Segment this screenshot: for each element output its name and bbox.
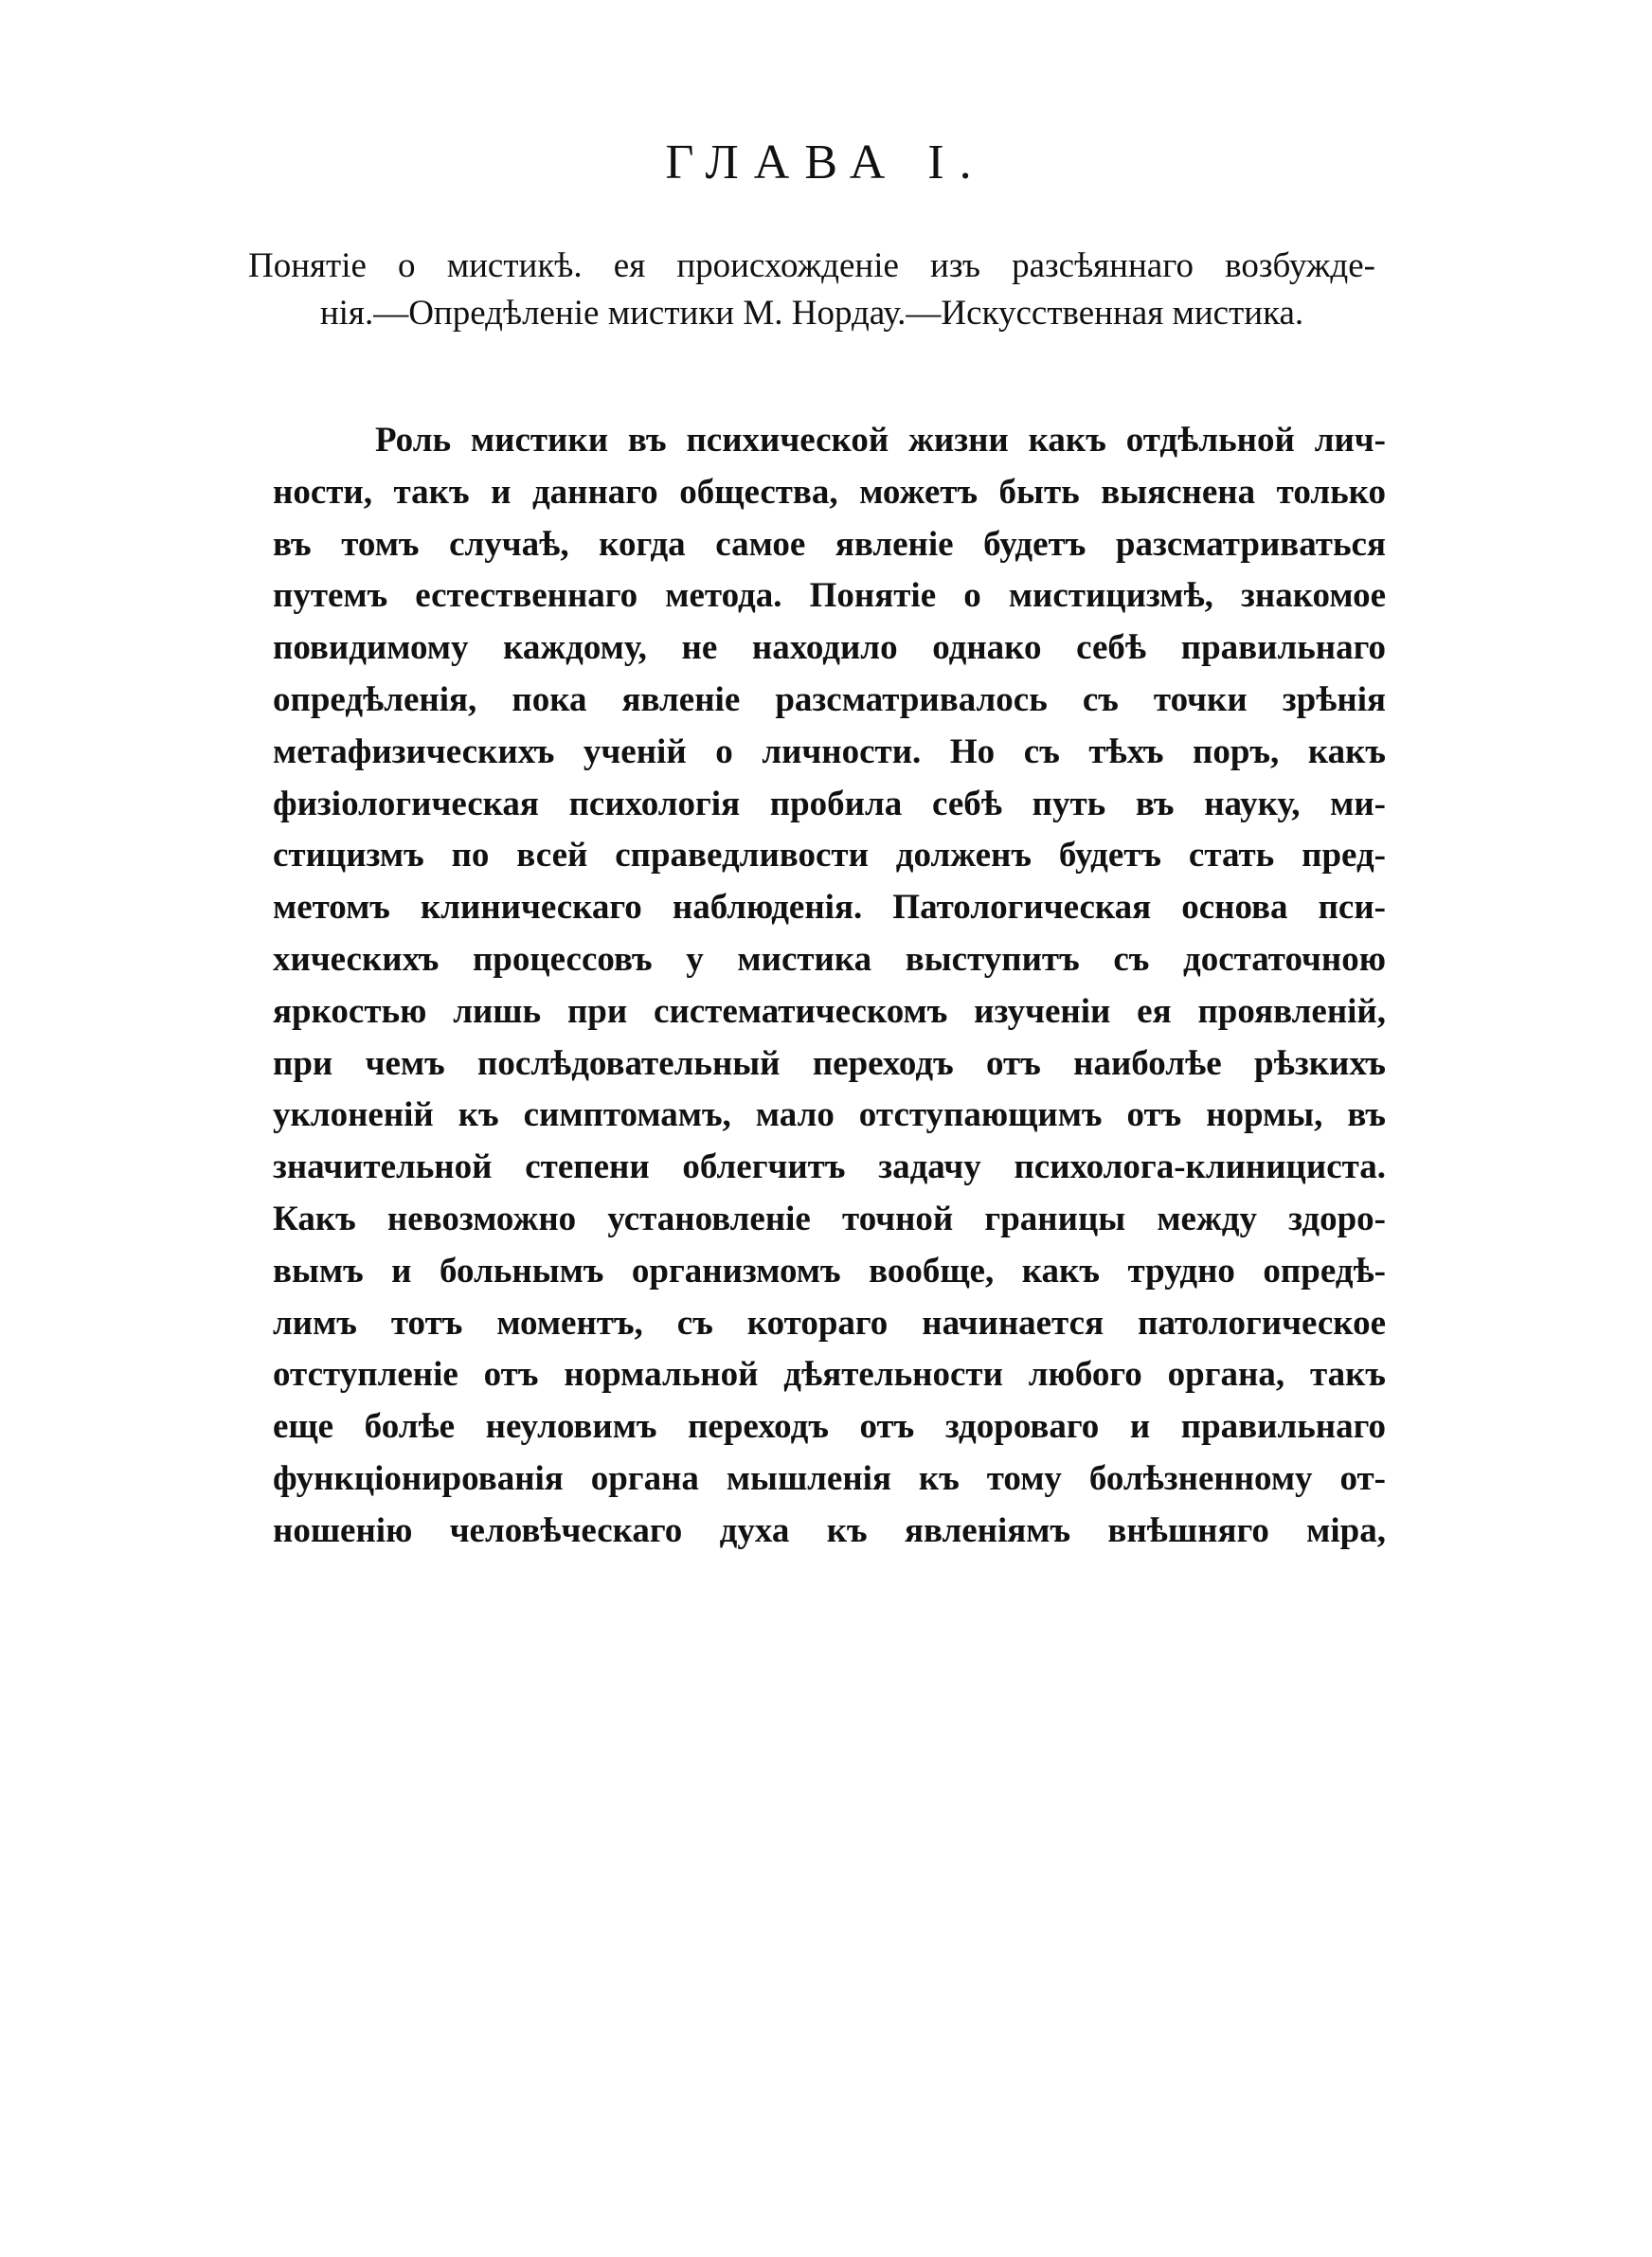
text-line: повидимому каждому, не находило однако себѣ правильнаго	[273, 628, 1386, 668]
text-line: Роль мистики въ психической жизни какъ отдѣльной лич-	[375, 421, 1386, 460]
text-line: яркостью лишь при систематическомъ изученіи ея проявленій,	[273, 991, 1386, 1031]
text-line: лимъ тотъ моментъ, съ котораго начинается патологическое	[273, 1303, 1386, 1343]
summary-line: Понятіе о мистикѣ. ея происхожденіе изъ разсѣяннаго возбужде-	[248, 246, 1375, 285]
text-line: въ томъ случаѣ, когда самое явленіе будетъ разсматриваться	[273, 524, 1386, 564]
chapter-heading: ГЛАВА I.	[665, 135, 987, 190]
text-line: стицизмъ по всей справедливости долженъ будетъ стать пред-	[273, 836, 1386, 876]
text-line: вымъ и больнымъ организмомъ вообще, какъ трудно опредѣ-	[273, 1251, 1386, 1291]
text-line: еще болѣе неуловимъ переходъ отъ здороваго и правильнаго	[273, 1407, 1386, 1447]
text-line: ношенію человѣческаго духа къ явленіямъ внѣшняго міра,	[273, 1510, 1386, 1550]
chapter-summary	[248, 243, 1375, 337]
text-line: ности, такъ и даннаго общества, можетъ быть выяснена только	[273, 472, 1386, 512]
text-line: физіологическая психологія пробила себѣ путь въ науку, ми-	[273, 784, 1386, 823]
summary-line: нія.—Опредѣленіе мистики М. Нордау.—Искусственная мистика.	[319, 294, 1304, 333]
text-line: Какъ невозможно установленіе точной границы между здоро-	[273, 1199, 1386, 1238]
text-line: хическихъ процессовъ у мистика выступитъ съ достаточною	[273, 939, 1386, 979]
text-line: метомъ клиническаго наблюденія. Патологическая основа пси-	[273, 888, 1386, 928]
text-line: путемъ естественнаго метода. Понятіе о мистицизмѣ, знакомое	[273, 576, 1386, 616]
text-line: значительной степени облегчитъ задачу психолога-клинициста.	[273, 1147, 1386, 1187]
text-line: отступленіе отъ нормальной дѣятельности любого органа, такъ	[273, 1355, 1386, 1395]
text-line: при чемъ послѣдовательный переходъ отъ наиболѣе рѣзкихъ	[273, 1043, 1386, 1083]
text-line: функціонированія органа мышленія къ тому болѣзненному от-	[273, 1458, 1386, 1498]
body-paragraph	[273, 415, 1386, 1558]
text-line: уклоненій къ симптомамъ, мало отступающимъ отъ нормы, въ	[273, 1095, 1386, 1135]
text-line: метафизическихъ ученій о личности. Но съ тѣхъ поръ, какъ	[273, 731, 1386, 771]
text-line: опредѣленія, пока явленіе разсматривалось съ точки зрѣнія	[273, 679, 1386, 719]
